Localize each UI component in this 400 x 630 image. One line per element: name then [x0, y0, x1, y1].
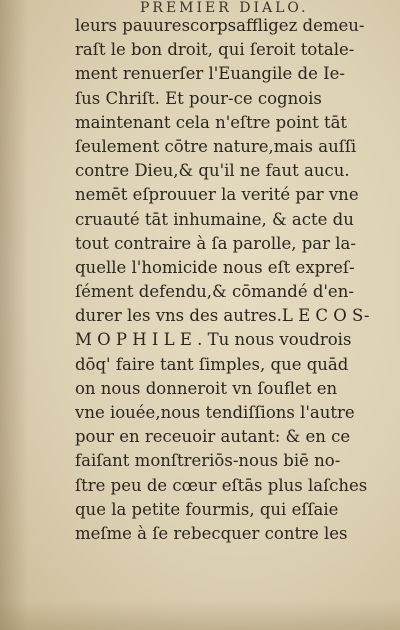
- text-line: ſtre peu de cœur eſtās plus laſches: [75, 475, 368, 495]
- text-line: faiſant monſtreriōs-nous biē no-: [75, 451, 341, 471]
- text-line: quelle l'homicide nous eſt expreſ-: [75, 257, 355, 277]
- page-bottom-edge: [0, 600, 400, 630]
- text-line: ment renuerſer l'Euangile de Ie-: [75, 64, 345, 84]
- text-line: ſément defendu,& cōmandé d'en-: [75, 282, 354, 302]
- text-line: ſus Chriſt. Et pour-ce cognois: [75, 88, 322, 108]
- text-line: vne iouée,nous tendiſſions l'autre: [75, 403, 355, 422]
- text-line: leurs pauurescorpsaffligez demeu-: [75, 16, 365, 35]
- text-line: meſme à ſe rebecquer contre les: [75, 523, 348, 543]
- body-text: [75, 14, 375, 546]
- text-line: tout contraire à ſa parolle, par la-: [75, 233, 356, 253]
- gutter-shadow: [0, 0, 28, 630]
- text-line: durer les vns des autres.L E C O S-: [75, 306, 370, 326]
- text-line: M O P H I L E . Tu nous voudrois: [75, 330, 352, 350]
- text-line: pour en receuoir autant: & en ce: [75, 427, 351, 447]
- text-line: nemēt eſprouuer la verité par vne: [75, 185, 359, 205]
- text-line: cruauté tāt inhumaine, & acte du: [75, 209, 354, 229]
- text-line: on nous donneroit vn ſouflet en: [75, 378, 338, 398]
- text-line: dōq' faire tant ſimples, que quād: [75, 354, 349, 374]
- text-line: maintenant cela n'eſtre point tāt: [75, 112, 348, 132]
- text-line: ſeulement cōtre nature,mais auſſi: [75, 136, 357, 156]
- running-head: PREMIER DIALO.: [140, 0, 309, 16]
- text-line: contre Dieu,& qu'il ne faut aucu.: [75, 161, 350, 181]
- text-line: raſt le bon droit, qui ſeroit totale-: [75, 40, 355, 60]
- text-line: que la petite fourmis, qui eſſaie: [75, 499, 339, 519]
